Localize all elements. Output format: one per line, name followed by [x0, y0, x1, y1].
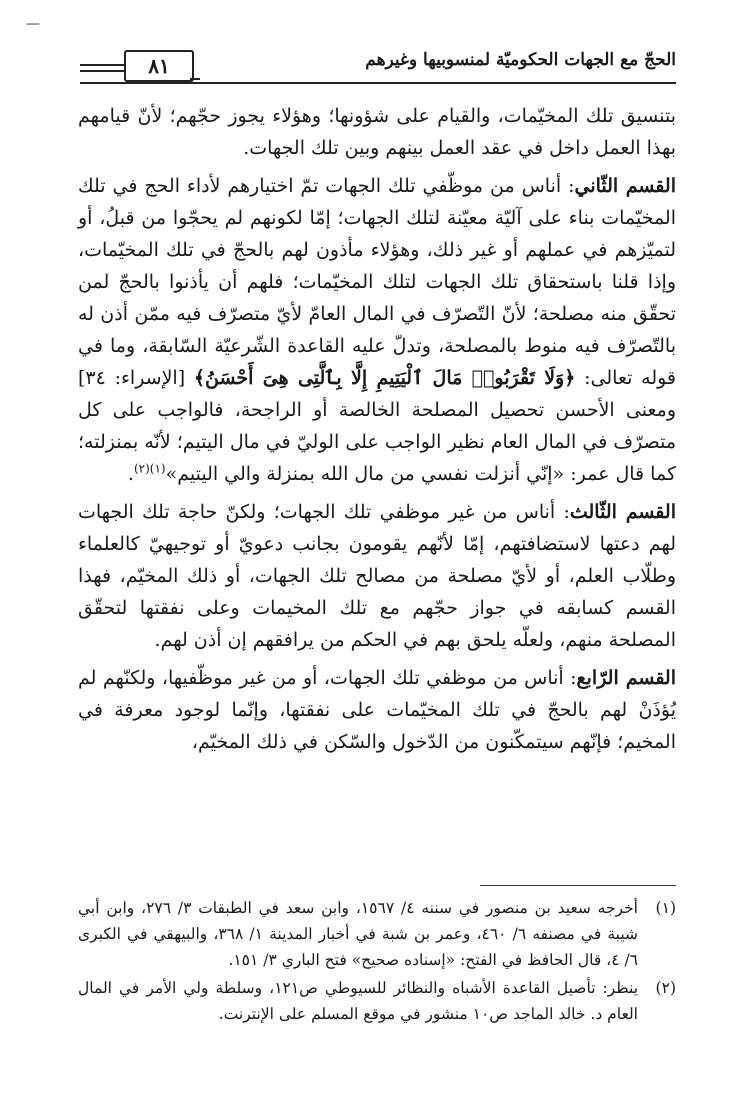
- paragraph-4: [78, 662, 676, 758]
- quran-verse: ﴿وَلَا تَقْرَبُوا۟ مَالَ ٱلْيَتِيمِ إِلَّا بِٱلَّتِى هِىَ أَحْسَنُ﴾: [193, 367, 576, 389]
- body-text: [78, 100, 676, 764]
- paragraph-2-end: .: [127, 463, 134, 485]
- section-3-title: القسم الثّالث: [569, 501, 676, 523]
- running-title: الحجّ مع الجهات الحكوميّة لمنسوبيها وغيرهم: [365, 50, 676, 70]
- header-rule: [80, 82, 676, 84]
- footnote-number: (١): [655, 899, 676, 917]
- footnote-2: [78, 975, 676, 1027]
- paragraph-1: [78, 100, 676, 164]
- page-number: ٨١: [124, 50, 194, 82]
- paragraph-4-text: : أناس من موظفي تلك الجهات، أو من غير موظّفيها، ولكنّهم لم يُؤذَنْ لهم بالحجّ في تلك المخيّمات على نفقتها، وإنّما لوجود معرفة في المخيم؛ فإنّهم سيتمكّنون من الدّخول والسّكن في ذلك المخيّم،: [78, 667, 676, 753]
- paragraph-3: [78, 496, 676, 656]
- footnote-text: أخرجه سعيد بن منصور في سننه ٤/ ١٥٦٧، وابن سعد في الطبقات ٣/ ٢٧٦، وابن أبي شيبة في مصنفه ٦/ ٤٦٠، وعمر بن شبة في أخبار المدينة ١/ ٣٦٨، والبيهقي في الكبرى ٦/ ٤، قال الحافظ في الفتح: «إسناده صحيح» فتح الباري ٣/ ١٥١.: [78, 899, 638, 969]
- paragraph-2-text-a: : أناس من موظّفي تلك الجهات تمّ اختيارهم لأداء الحج في تلك المخيّمات بناء على آليّة معيّنة لتلك الجهات؛ إمّا لكونهم لم يحجّوا من قبلُ، أو لتميّزهم في عملهم أو غير ذلك، وهؤلاء مأذون لهم بالحجّ في تلك المخيّمات، وإذا قلنا باستحقاق تلك الجهات لتلك المخيّمات؛ فلهم أن يأذنوا بالحجّ لمن تحقّق منه مصلحة؛ لأنّ التّصرّف في المال العامّ لأيّ متصرّف فيه ممّن أذن له بالتّصرّف فيه منوط بالمصلحة، وتدلّ عليه القاعدة الشّرعيّة السّابقة، وما في قوله تعالى:: [78, 175, 677, 389]
- header-rule-left-lower: [80, 70, 124, 72]
- paragraph-1-text: بتنسيق تلك المخيّمات، والقيام على شؤونها؛ وهؤلاء يجوز حجّهم؛ لأنّ قيامهم بهذا العمل داخل في عقد العمل بينهم وبين تلك الجهات.: [78, 105, 676, 159]
- paragraph-2: [78, 170, 676, 490]
- footnote-text: ينظر: تأصيل القاعدة الأشباه والنظائر للسيوطي ص١٢١، وسلطة ولي الأمر في المال العام د. خالد الماجد ص١٠ منشور في موقع المسلم على الإنترنت.: [78, 979, 639, 1023]
- section-2-title: القسم الثّاني: [574, 175, 676, 197]
- footnote-1: [78, 895, 676, 973]
- footnote-separator: [480, 885, 676, 886]
- corner-mark: —: [26, 16, 40, 32]
- paragraph-3-text: : أناس من غير موظفي تلك الجهات؛ ولكنّ حاجة تلك الجهات لهم دعتها لاستضافتهم، إمّا لأنّهم يقومون بجانب دعويّ أو توجيهيّ كالعلماء وطلّاب العلم، أو لأيّ مصلحة من مصالح تلك الجهات، أو ذلك المخيّم، فهذا القسم كسابقه في جواز حجّهم مع تلك المخيمات وعلى نفقتها لتحقّق المصلحة منهم، ولعلّه يلحق بهم في الحكم من يرافقهم إن أذن لهم.: [78, 501, 676, 651]
- header-rule-left-upper: [80, 64, 124, 66]
- paragraph-2-text-b: [الإسراء: ٣٤] ومعنى الأحسن تحصيل المصلحة الخالصة أو الراجحة، فالواجب على كل متصرّف في المال العام نظير الواجب على الوليّ في مال اليتيم؛ لأنّه بمنزلته؛ كما قال عمر: «إنّي أنزلت نفسي من مال الله بمنزلة والي اليتيم»: [78, 367, 676, 485]
- section-4-title: القسم الرّابع: [576, 667, 676, 689]
- footnote-ref[interactable]: (١)(٢): [133, 461, 166, 476]
- footnote-number: (٢): [655, 979, 676, 997]
- footnotes: [78, 895, 676, 1029]
- page-header: [80, 48, 676, 84]
